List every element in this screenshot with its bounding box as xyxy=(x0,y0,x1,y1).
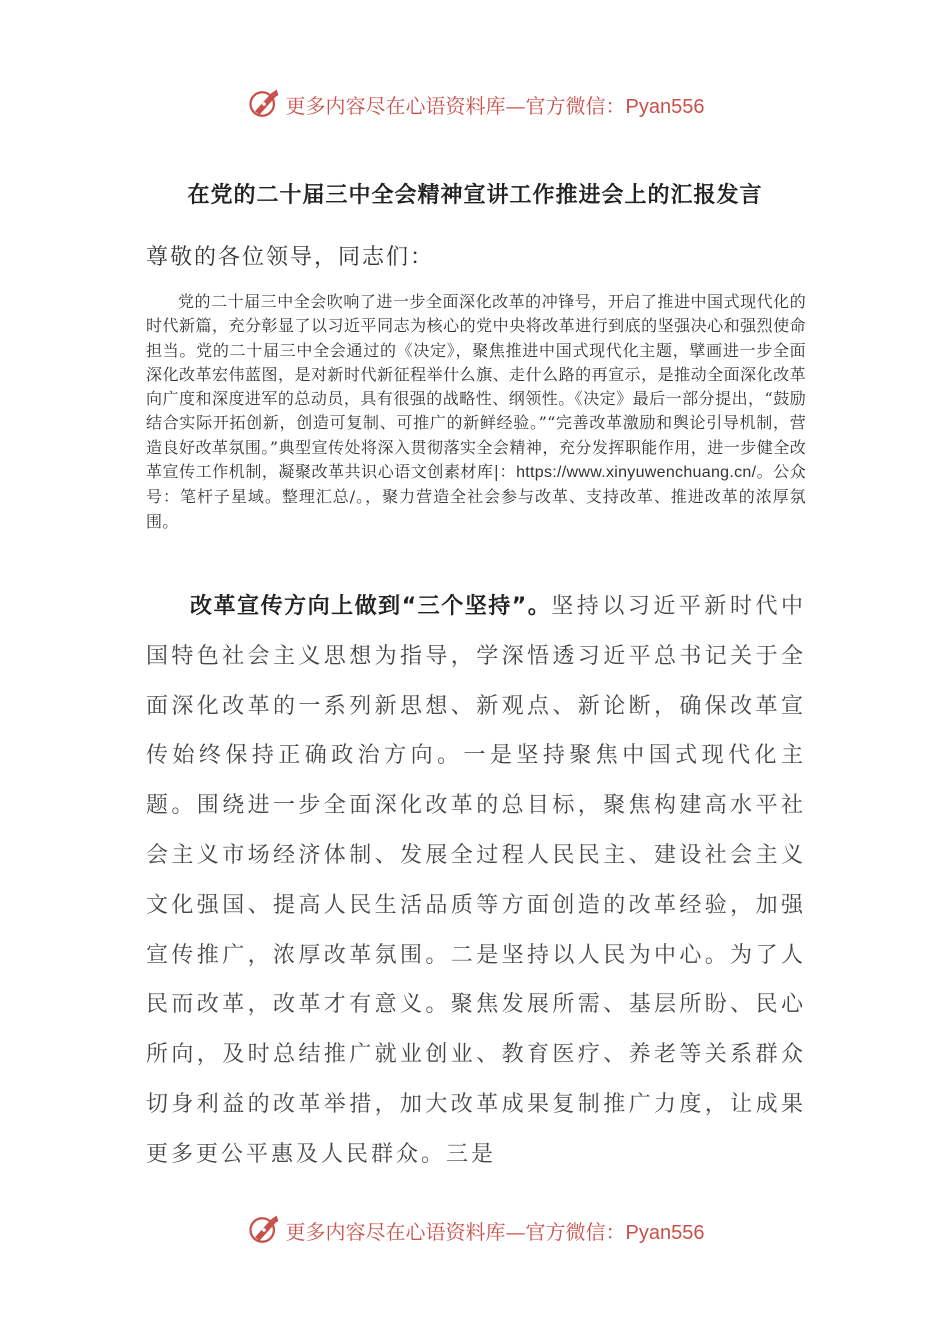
watermark-wechat-id: Pyan556 xyxy=(625,95,705,118)
source-url: https://www.xinyuwenchuang.cn/ xyxy=(516,464,757,482)
intro-text: 党的二十届三中全会吹响了进一步全面深化改革的冲锋号，开启了推进中国式现代化的时代新篇，充分彰显了以习近平同志为核心的党中央将改革进行到底的坚强决心和强烈使命担当。党的二十届三中全会通过的《决定》，聚焦推进中国式现代化主题，擘画进一步全面深化改革宏伟蓝图，是对新时代新征程举什么旗、走什么路的再宣示，是推动全面深化改革向广度和深度进军的总动员，具有很强的战略性、纲领性。《决定》最后一部分提出，“鼓励结合实际开拓创新，创造可复制、可推广的新鲜经验。”“完善改革激励和舆论引导机制，营造良好改革氛围。”典型宣传处将深入贯彻落实全会精神，充分发挥职能作用，进一步健全改革宣传工作机制，凝聚改革共识心语文创素材库|： xyxy=(146,292,806,482)
document-title: 在党的二十届三中全会精神宣讲工作推进会上的汇报发言 xyxy=(187,183,763,208)
pen-nib-logo-icon xyxy=(246,86,282,122)
watermark-label: 更多内容尽在心语资料库—官方微信： xyxy=(285,1219,626,1244)
footer-watermark xyxy=(0,1210,950,1250)
watermark-label: 更多内容尽在心语资料库—官方微信： xyxy=(285,93,626,118)
section-one-heading: 改革宣传方向上做到“三个坚持”。 xyxy=(190,594,552,619)
watermark-wechat-id: Pyan556 xyxy=(625,1221,705,1244)
watermark-text xyxy=(286,90,705,119)
section-one-paragraph xyxy=(146,582,806,1180)
pen-nib-logo-icon xyxy=(246,1212,282,1248)
header-watermark xyxy=(0,84,950,124)
watermark-text xyxy=(286,1216,705,1245)
greeting: 尊敬的各位领导，同志们： xyxy=(146,245,435,270)
intro-text-tail: 。公众号：笔杆子星域。整理汇总/。，聚力营造全社会参与改革、支持改革、推进改革的浓厚氛围。 xyxy=(146,462,807,531)
intro-paragraph xyxy=(146,290,806,534)
section-one-body: 坚持以习近平新时代中国特色社会主义思想为指导，学深悟透习近平总书记关于全面深化改革的一系列新思想、新观点、新论断，确保改革宣传始终保持正确政治方向。一是坚持聚焦中国式现代化主题。围绕进一步全面深化改革的总目标，聚焦构建高水平社会主义市场经济体制、发展全过程人民民主、建设社会主义文化强国、提高人民生活品质等方面创造的改革经验，加强宣传推广，浓厚改革氛围。二是坚持以人民为中心。为了人民而改革，改革才有意义。聚焦发展所需、基层所盼、民心所向，及时总结推广就业创业、教育医疗、养老等关系群众切身利益的改革举措，加大改革成果复制推广力度，让成果更多更公平惠及人民群众。三是 xyxy=(146,594,806,1167)
